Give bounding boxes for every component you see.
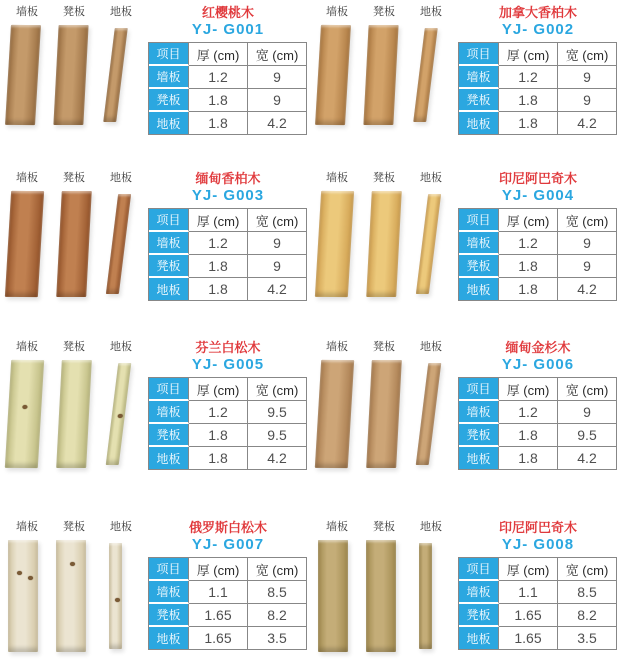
spec-row-label-benchboard: 凳板 bbox=[459, 424, 499, 447]
spec-row-label-floorboard: 地板 bbox=[149, 112, 189, 135]
floorboard-thickness-value: 1.65 bbox=[189, 627, 248, 650]
spec-header-thickness: 厚 (cm) bbox=[499, 43, 558, 66]
plank-photo-area bbox=[310, 338, 456, 495]
spec-header-row bbox=[149, 558, 307, 581]
product-info-area bbox=[456, 338, 620, 495]
benchboard-width-value: 9 bbox=[558, 89, 617, 112]
plank-label-wallboard: 墙板 bbox=[16, 6, 38, 18]
plank-label-floorboard: 地板 bbox=[420, 6, 442, 18]
product-name: 芬兰白松木 bbox=[195, 340, 261, 355]
spec-row-floorboard bbox=[459, 447, 617, 470]
plank-label-row bbox=[310, 3, 456, 19]
benchboard-width-value: 8.2 bbox=[248, 604, 307, 627]
plank-label-wallboard: 墙板 bbox=[326, 521, 348, 533]
product-model: YJ- G005 bbox=[191, 356, 265, 373]
plank-images bbox=[310, 360, 456, 468]
spec-row-wallboard bbox=[459, 581, 617, 604]
spec-row-label-floorboard: 地板 bbox=[459, 627, 499, 650]
spec-header-row bbox=[149, 378, 307, 401]
plank-images bbox=[310, 191, 456, 297]
spec-header-width: 宽 (cm) bbox=[248, 43, 307, 66]
floorboard-thickness-value: 1.65 bbox=[499, 627, 558, 650]
wood-knot bbox=[117, 414, 122, 418]
spec-row-label-benchboard: 凳板 bbox=[149, 255, 189, 278]
wallboard-width-value: 9 bbox=[558, 232, 617, 255]
product-info-area bbox=[146, 518, 310, 666]
spec-row-benchboard bbox=[149, 89, 307, 112]
wallboard-plank-image bbox=[8, 540, 38, 652]
wallboard-plank-image bbox=[315, 191, 354, 297]
floorboard-plank-image bbox=[106, 194, 131, 294]
spec-header-row bbox=[149, 43, 307, 66]
spec-header-item: 项目 bbox=[459, 43, 499, 66]
spec-row-wallboard bbox=[149, 401, 307, 424]
spec-header-row bbox=[459, 43, 617, 66]
wood-knot bbox=[22, 405, 27, 409]
spec-row-floorboard bbox=[149, 627, 307, 650]
spec-header-row bbox=[459, 378, 617, 401]
floorboard-thickness-value: 1.8 bbox=[499, 278, 558, 301]
spec-header-thickness: 厚 (cm) bbox=[189, 209, 248, 232]
plank-photo-area bbox=[0, 169, 146, 325]
plank-label-benchboard: 凳板 bbox=[373, 521, 395, 533]
wood-knot bbox=[115, 598, 120, 602]
spec-table bbox=[458, 557, 617, 650]
product-info-area bbox=[146, 169, 310, 325]
spec-row-label-benchboard: 凳板 bbox=[459, 255, 499, 278]
plank-label-floorboard: 地板 bbox=[110, 172, 132, 184]
product-model: YJ- G001 bbox=[191, 21, 265, 38]
floorboard-width-value: 4.2 bbox=[248, 447, 307, 470]
floorboard-width-value: 4.2 bbox=[558, 278, 617, 301]
plank-photo-area bbox=[0, 518, 146, 666]
plank-images bbox=[0, 540, 146, 652]
wallboard-width-value: 9.5 bbox=[248, 401, 307, 424]
spec-header-thickness: 厚 (cm) bbox=[189, 558, 248, 581]
benchboard-width-value: 8.2 bbox=[558, 604, 617, 627]
plank-label-benchboard: 凳板 bbox=[63, 6, 85, 18]
product-model: YJ- G003 bbox=[191, 187, 265, 204]
plank-label-row bbox=[0, 518, 146, 534]
spec-row-label-floorboard: 地板 bbox=[149, 447, 189, 470]
product-model: YJ- G004 bbox=[501, 187, 575, 204]
plank-label-floorboard: 地板 bbox=[420, 521, 442, 533]
spec-row-label-benchboard: 凳板 bbox=[149, 604, 189, 627]
spec-header-thickness: 厚 (cm) bbox=[189, 43, 248, 66]
spec-row-benchboard bbox=[149, 255, 307, 278]
spec-row-label-wallboard: 墙板 bbox=[459, 232, 499, 255]
spec-row-wallboard bbox=[459, 232, 617, 255]
spec-header-thickness: 厚 (cm) bbox=[499, 558, 558, 581]
floorboard-plank-image bbox=[106, 363, 132, 465]
plank-label-row bbox=[310, 169, 456, 185]
spec-row-label-benchboard: 凳板 bbox=[149, 89, 189, 112]
benchboard-thickness-value: 1.8 bbox=[189, 255, 248, 278]
plank-photo-area bbox=[310, 518, 456, 666]
plank-label-wallboard: 墙板 bbox=[16, 341, 38, 353]
wallboard-width-value: 8.5 bbox=[558, 581, 617, 604]
spec-header-width: 宽 (cm) bbox=[558, 43, 617, 66]
plank-label-row bbox=[0, 169, 146, 185]
floorboard-width-value: 3.5 bbox=[248, 627, 307, 650]
floorboard-plank-image bbox=[109, 543, 122, 649]
spec-header-item: 项目 bbox=[149, 378, 189, 401]
plank-images bbox=[0, 360, 146, 468]
plank-images bbox=[310, 25, 456, 125]
plank-photo-area bbox=[0, 338, 146, 495]
plank-label-row bbox=[310, 338, 456, 354]
spec-row-label-benchboard: 凳板 bbox=[149, 424, 189, 447]
benchboard-thickness-value: 1.8 bbox=[499, 89, 558, 112]
spec-header-width: 宽 (cm) bbox=[558, 209, 617, 232]
product-model: YJ- G002 bbox=[501, 21, 575, 38]
floorboard-plank-image bbox=[103, 28, 128, 122]
plank-photo-area bbox=[310, 3, 456, 160]
benchboard-width-value: 9 bbox=[248, 255, 307, 278]
spec-row-label-wallboard: 墙板 bbox=[149, 401, 189, 424]
product-card bbox=[310, 495, 620, 666]
wallboard-thickness-value: 1.2 bbox=[189, 232, 248, 255]
spec-header-item: 项目 bbox=[149, 209, 189, 232]
benchboard-thickness-value: 1.8 bbox=[499, 424, 558, 447]
plank-label-floorboard: 地板 bbox=[110, 521, 132, 533]
wallboard-thickness-value: 1.1 bbox=[189, 581, 248, 604]
spec-header-row bbox=[459, 209, 617, 232]
product-model: YJ- G008 bbox=[501, 536, 575, 553]
spec-row-floorboard bbox=[459, 627, 617, 650]
spec-row-floorboard bbox=[459, 112, 617, 135]
product-card bbox=[310, 325, 620, 495]
spec-header-thickness: 厚 (cm) bbox=[189, 378, 248, 401]
benchboard-plank-image bbox=[56, 540, 86, 652]
product-card bbox=[0, 160, 310, 325]
spec-row-label-floorboard: 地板 bbox=[459, 447, 499, 470]
wallboard-thickness-value: 1.1 bbox=[499, 581, 558, 604]
floorboard-width-value: 4.2 bbox=[248, 112, 307, 135]
spec-row-label-wallboard: 墙板 bbox=[149, 66, 189, 89]
spec-row-floorboard bbox=[149, 447, 307, 470]
floorboard-plank-image bbox=[416, 194, 441, 294]
benchboard-thickness-value: 1.65 bbox=[499, 604, 558, 627]
floorboard-plank-image bbox=[419, 543, 432, 649]
spec-header-thickness: 厚 (cm) bbox=[499, 378, 558, 401]
product-name: 缅甸金杉木 bbox=[505, 340, 571, 355]
plank-images bbox=[310, 540, 456, 652]
spec-row-benchboard bbox=[459, 89, 617, 112]
floorboard-thickness-value: 1.8 bbox=[189, 278, 248, 301]
wallboard-width-value: 8.5 bbox=[248, 581, 307, 604]
wallboard-plank-image bbox=[5, 25, 41, 125]
spec-row-benchboard bbox=[149, 424, 307, 447]
plank-label-benchboard: 凳板 bbox=[63, 521, 85, 533]
wallboard-plank-image bbox=[5, 360, 44, 468]
spec-row-benchboard bbox=[459, 604, 617, 627]
benchboard-width-value: 9 bbox=[248, 89, 307, 112]
spec-header-row bbox=[149, 209, 307, 232]
wallboard-thickness-value: 1.2 bbox=[499, 232, 558, 255]
product-name: 印尼阿巴奇木 bbox=[498, 520, 577, 535]
wallboard-width-value: 9 bbox=[248, 66, 307, 89]
floorboard-width-value: 4.2 bbox=[558, 112, 617, 135]
spec-header-item: 项目 bbox=[459, 378, 499, 401]
spec-header-width: 宽 (cm) bbox=[558, 558, 617, 581]
floorboard-thickness-value: 1.8 bbox=[189, 112, 248, 135]
benchboard-plank-image bbox=[56, 360, 92, 468]
spec-header-item: 项目 bbox=[459, 209, 499, 232]
wallboard-plank-image bbox=[315, 25, 351, 125]
spec-row-wallboard bbox=[149, 232, 307, 255]
wallboard-thickness-value: 1.2 bbox=[189, 66, 248, 89]
spec-row-wallboard bbox=[149, 581, 307, 604]
benchboard-plank-image bbox=[53, 25, 88, 125]
plank-label-wallboard: 墙板 bbox=[326, 341, 348, 353]
spec-table bbox=[148, 42, 307, 135]
plank-label-row bbox=[310, 518, 456, 534]
spec-row-benchboard bbox=[459, 255, 617, 278]
plank-images bbox=[0, 25, 146, 125]
benchboard-plank-image bbox=[363, 25, 398, 125]
spec-row-benchboard bbox=[149, 604, 307, 627]
floorboard-thickness-value: 1.8 bbox=[499, 112, 558, 135]
product-name: 印尼阿巴奇木 bbox=[498, 171, 577, 186]
spec-row-floorboard bbox=[149, 112, 307, 135]
benchboard-thickness-value: 1.8 bbox=[499, 255, 558, 278]
spec-row-label-benchboard: 凳板 bbox=[459, 89, 499, 112]
plank-label-floorboard: 地板 bbox=[110, 6, 132, 18]
plank-label-row bbox=[0, 3, 146, 19]
spec-table bbox=[458, 42, 617, 135]
product-info-area bbox=[146, 3, 310, 160]
floorboard-width-value: 3.5 bbox=[558, 627, 617, 650]
product-name: 俄罗斯白松木 bbox=[188, 520, 267, 535]
spec-header-item: 项目 bbox=[149, 43, 189, 66]
floorboard-thickness-value: 1.8 bbox=[499, 447, 558, 470]
wallboard-width-value: 9 bbox=[248, 232, 307, 255]
wood-knot bbox=[17, 571, 22, 575]
floorboard-plank-image bbox=[416, 363, 442, 465]
plank-label-floorboard: 地板 bbox=[420, 172, 442, 184]
spec-row-benchboard bbox=[459, 424, 617, 447]
floorboard-width-value: 4.2 bbox=[558, 447, 617, 470]
benchboard-thickness-value: 1.8 bbox=[189, 424, 248, 447]
plank-label-benchboard: 凳板 bbox=[63, 341, 85, 353]
benchboard-plank-image bbox=[56, 191, 92, 297]
plank-photo-area bbox=[310, 169, 456, 325]
spec-row-label-wallboard: 墙板 bbox=[149, 581, 189, 604]
spec-row-label-floorboard: 地板 bbox=[459, 112, 499, 135]
floorboard-plank-image bbox=[413, 28, 438, 122]
spec-header-width: 宽 (cm) bbox=[248, 209, 307, 232]
spec-row-wallboard bbox=[459, 66, 617, 89]
spec-row-wallboard bbox=[459, 401, 617, 424]
spec-row-label-wallboard: 墙板 bbox=[459, 581, 499, 604]
product-name: 红樱桃木 bbox=[201, 5, 254, 20]
plank-label-wallboard: 墙板 bbox=[326, 6, 348, 18]
spec-row-label-floorboard: 地板 bbox=[149, 278, 189, 301]
product-card bbox=[0, 325, 310, 495]
wood-knot bbox=[70, 562, 75, 566]
plank-label-wallboard: 墙板 bbox=[326, 172, 348, 184]
plank-label-benchboard: 凳板 bbox=[63, 172, 85, 184]
wallboard-plank-image bbox=[5, 191, 44, 297]
plank-label-benchboard: 凳板 bbox=[373, 341, 395, 353]
product-name: 缅甸香柏木 bbox=[195, 171, 261, 186]
plank-label-row bbox=[0, 338, 146, 354]
spec-table bbox=[148, 208, 307, 301]
wallboard-plank-image bbox=[318, 540, 348, 652]
spec-row-floorboard bbox=[459, 278, 617, 301]
plank-label-floorboard: 地板 bbox=[110, 341, 132, 353]
spec-table bbox=[458, 377, 617, 470]
wallboard-width-value: 9 bbox=[558, 401, 617, 424]
product-card bbox=[310, 160, 620, 325]
spec-row-label-floorboard: 地板 bbox=[149, 627, 189, 650]
spec-row-label-benchboard: 凳板 bbox=[459, 604, 499, 627]
spec-row-label-wallboard: 墙板 bbox=[459, 66, 499, 89]
wood-knot bbox=[28, 576, 33, 580]
plank-label-wallboard: 墙板 bbox=[16, 521, 38, 533]
benchboard-width-value: 9.5 bbox=[248, 424, 307, 447]
product-info-area bbox=[146, 338, 310, 495]
spec-row-wallboard bbox=[149, 66, 307, 89]
wallboard-width-value: 9 bbox=[558, 66, 617, 89]
floorboard-width-value: 4.2 bbox=[248, 278, 307, 301]
spec-header-item: 项目 bbox=[149, 558, 189, 581]
spec-table bbox=[148, 377, 307, 470]
product-card bbox=[310, 0, 620, 160]
product-info-area bbox=[456, 3, 620, 160]
benchboard-width-value: 9.5 bbox=[558, 424, 617, 447]
plank-label-benchboard: 凳板 bbox=[373, 172, 395, 184]
spec-header-width: 宽 (cm) bbox=[248, 378, 307, 401]
spec-table bbox=[148, 557, 307, 650]
benchboard-plank-image bbox=[366, 540, 396, 652]
benchboard-plank-image bbox=[366, 191, 402, 297]
plank-label-floorboard: 地板 bbox=[420, 341, 442, 353]
plank-label-benchboard: 凳板 bbox=[373, 6, 395, 18]
benchboard-thickness-value: 1.8 bbox=[189, 89, 248, 112]
spec-row-label-wallboard: 墙板 bbox=[149, 232, 189, 255]
spec-header-width: 宽 (cm) bbox=[248, 558, 307, 581]
wallboard-plank-image bbox=[315, 360, 354, 468]
spec-row-label-wallboard: 墙板 bbox=[459, 401, 499, 424]
spec-header-width: 宽 (cm) bbox=[558, 378, 617, 401]
wallboard-thickness-value: 1.2 bbox=[499, 66, 558, 89]
product-card bbox=[0, 495, 310, 666]
wallboard-thickness-value: 1.2 bbox=[499, 401, 558, 424]
spec-row-label-floorboard: 地板 bbox=[459, 278, 499, 301]
product-model: YJ- G006 bbox=[501, 356, 575, 373]
plank-label-wallboard: 墙板 bbox=[16, 172, 38, 184]
benchboard-thickness-value: 1.65 bbox=[189, 604, 248, 627]
floorboard-thickness-value: 1.8 bbox=[189, 447, 248, 470]
plank-images bbox=[0, 191, 146, 297]
spec-header-row bbox=[459, 558, 617, 581]
spec-header-item: 项目 bbox=[459, 558, 499, 581]
benchboard-plank-image bbox=[366, 360, 402, 468]
wallboard-thickness-value: 1.2 bbox=[189, 401, 248, 424]
product-model: YJ- G007 bbox=[191, 536, 265, 553]
spec-row-floorboard bbox=[149, 278, 307, 301]
product-info-area bbox=[456, 169, 620, 325]
product-info-area bbox=[456, 518, 620, 666]
benchboard-width-value: 9 bbox=[558, 255, 617, 278]
product-card bbox=[0, 0, 310, 160]
plank-photo-area bbox=[0, 3, 146, 160]
product-name: 加拿大香柏木 bbox=[498, 5, 577, 20]
spec-table bbox=[458, 208, 617, 301]
spec-header-thickness: 厚 (cm) bbox=[499, 209, 558, 232]
